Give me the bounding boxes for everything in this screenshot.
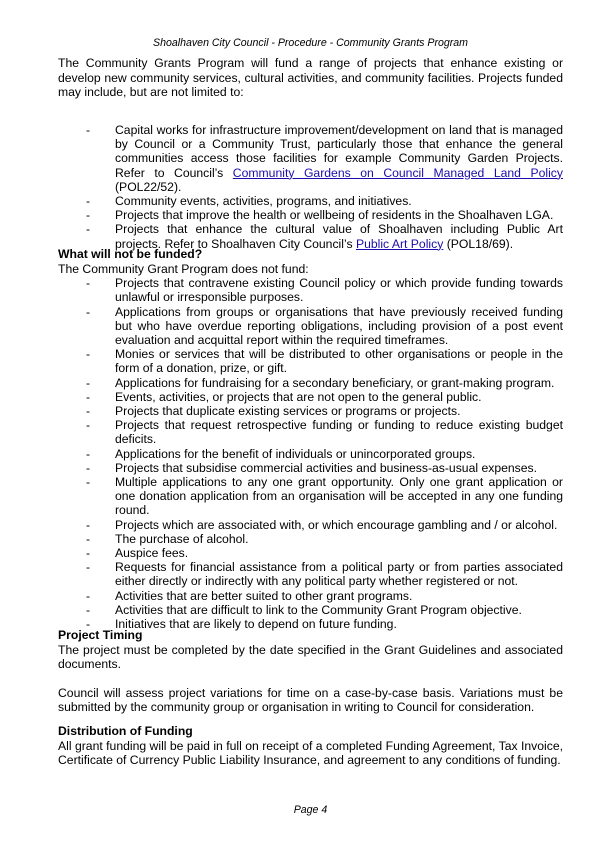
item-suffix: (POL18/69). (443, 236, 514, 251)
project-timing-section (58, 628, 563, 715)
list-item: - The purchase of alcohol. (58, 532, 563, 546)
section-lead: The Community Grant Program does not fund: (58, 261, 309, 276)
not-funded-section (58, 247, 563, 631)
list-item: - Projects which are associated with, or which encourage gambling and / or alcohol. (58, 518, 563, 532)
list-item (58, 123, 563, 194)
list-item: - Events, activities, or projects that are not open to the general public. (58, 390, 563, 404)
list-item: - Requests for financial assistance from a political party or from parties associated either directly or indirectly with any political party whether registered or not. (58, 560, 563, 588)
distribution-section (58, 724, 563, 768)
list-item: - Projects that subsidise commercial activities and business-as-usual expenses. (58, 461, 563, 475)
list-item: - Community events, activities, programs, and initiatives. (58, 194, 563, 208)
community-gardens-policy-link[interactable]: Community Gardens on Council Managed Land Policy (232, 165, 563, 180)
item-text: Capital works for infrastructure improvement/development on land that is managed by Council or a Community Trust, particularly those that enhance the general communities access those facilities for example Community Garden Projects. Refer to Council’s (115, 123, 563, 180)
not-funded-list (58, 276, 563, 631)
list-item: - Applications from groups or organisations that have previously received funding but who have overdue reporting obligations, including provision of a post event evaluation and acquittal report within the required timeframes. (58, 305, 563, 348)
list-item: - Projects that improve the health or wellbeing of residents in the Shoalhaven LGA. (58, 208, 563, 222)
list-item: - Activities that are better suited to other grant programs. (58, 589, 563, 603)
list-item: - Applications for the benefit of individuals or unincorporated groups. (58, 447, 563, 461)
intro-paragraph: The Community Grants Program will fund a range of projects that enhance existing or develop new community services, cultural activities, and community facilities. Projects funded may include, but are not limited to: (58, 56, 563, 100)
section-heading: What will not be funded? (58, 247, 203, 261)
list-item: - Projects that duplicate existing services or programs or projects. (58, 404, 563, 418)
section-heading: Project Timing (58, 628, 143, 642)
page-number: Page 4 (293, 804, 328, 816)
list-item: - Applications for fundraising for a secondary beneficiary, or grant-making program. (58, 376, 563, 390)
page-header: Shoalhaven City Council - Procedure - Community Grants Program (153, 37, 468, 49)
item-suffix: (POL22/52). (115, 179, 182, 194)
paragraph: Council will assess project variations for time on a case-by-case basis. Variations must be submitted by the community group or organisation in writing to Council for consideration. (58, 685, 563, 715)
list-item: - Activities that are difficult to link to the Community Grant Program objective. (58, 603, 563, 617)
list-item: - Projects that request retrospective funding or funding to reduce existing budget deficits. (58, 418, 563, 446)
paragraph: All grant funding will be paid in full on receipt of a completed Funding Agreement, Tax Invoice, Certificate of Currency Public Liability Insurance, and agreement to any conditions of funding. (58, 738, 563, 768)
item-text: Projects that enhance the cultural value of Shoalhaven including Public Art projects. Refer to Shoalhaven City Council’s (115, 222, 563, 251)
list-item: - Auspice fees. (58, 546, 563, 560)
list-item: - Monies or services that will be distributed to other organisations or people in the form of a donation, prize, or gift. (58, 347, 563, 375)
funded-list (58, 123, 563, 251)
list-item: - Multiple applications to any one grant opportunity. Only one grant application or one donation application from an organisation will be accepted in any one funding round. (58, 475, 563, 518)
public-art-policy-link[interactable]: Public Art Policy (355, 236, 444, 251)
section-heading: Distribution of Funding (58, 724, 193, 738)
list-item: - Projects that contravene existing Council policy or which provide funding towards unlawful or irresponsible purposes. (58, 276, 563, 304)
list-item: - Initiatives that are likely to depend on future funding. (58, 617, 563, 631)
paragraph: The project must be completed by the date specified in the Grant Guidelines and associated documents. (58, 642, 563, 672)
